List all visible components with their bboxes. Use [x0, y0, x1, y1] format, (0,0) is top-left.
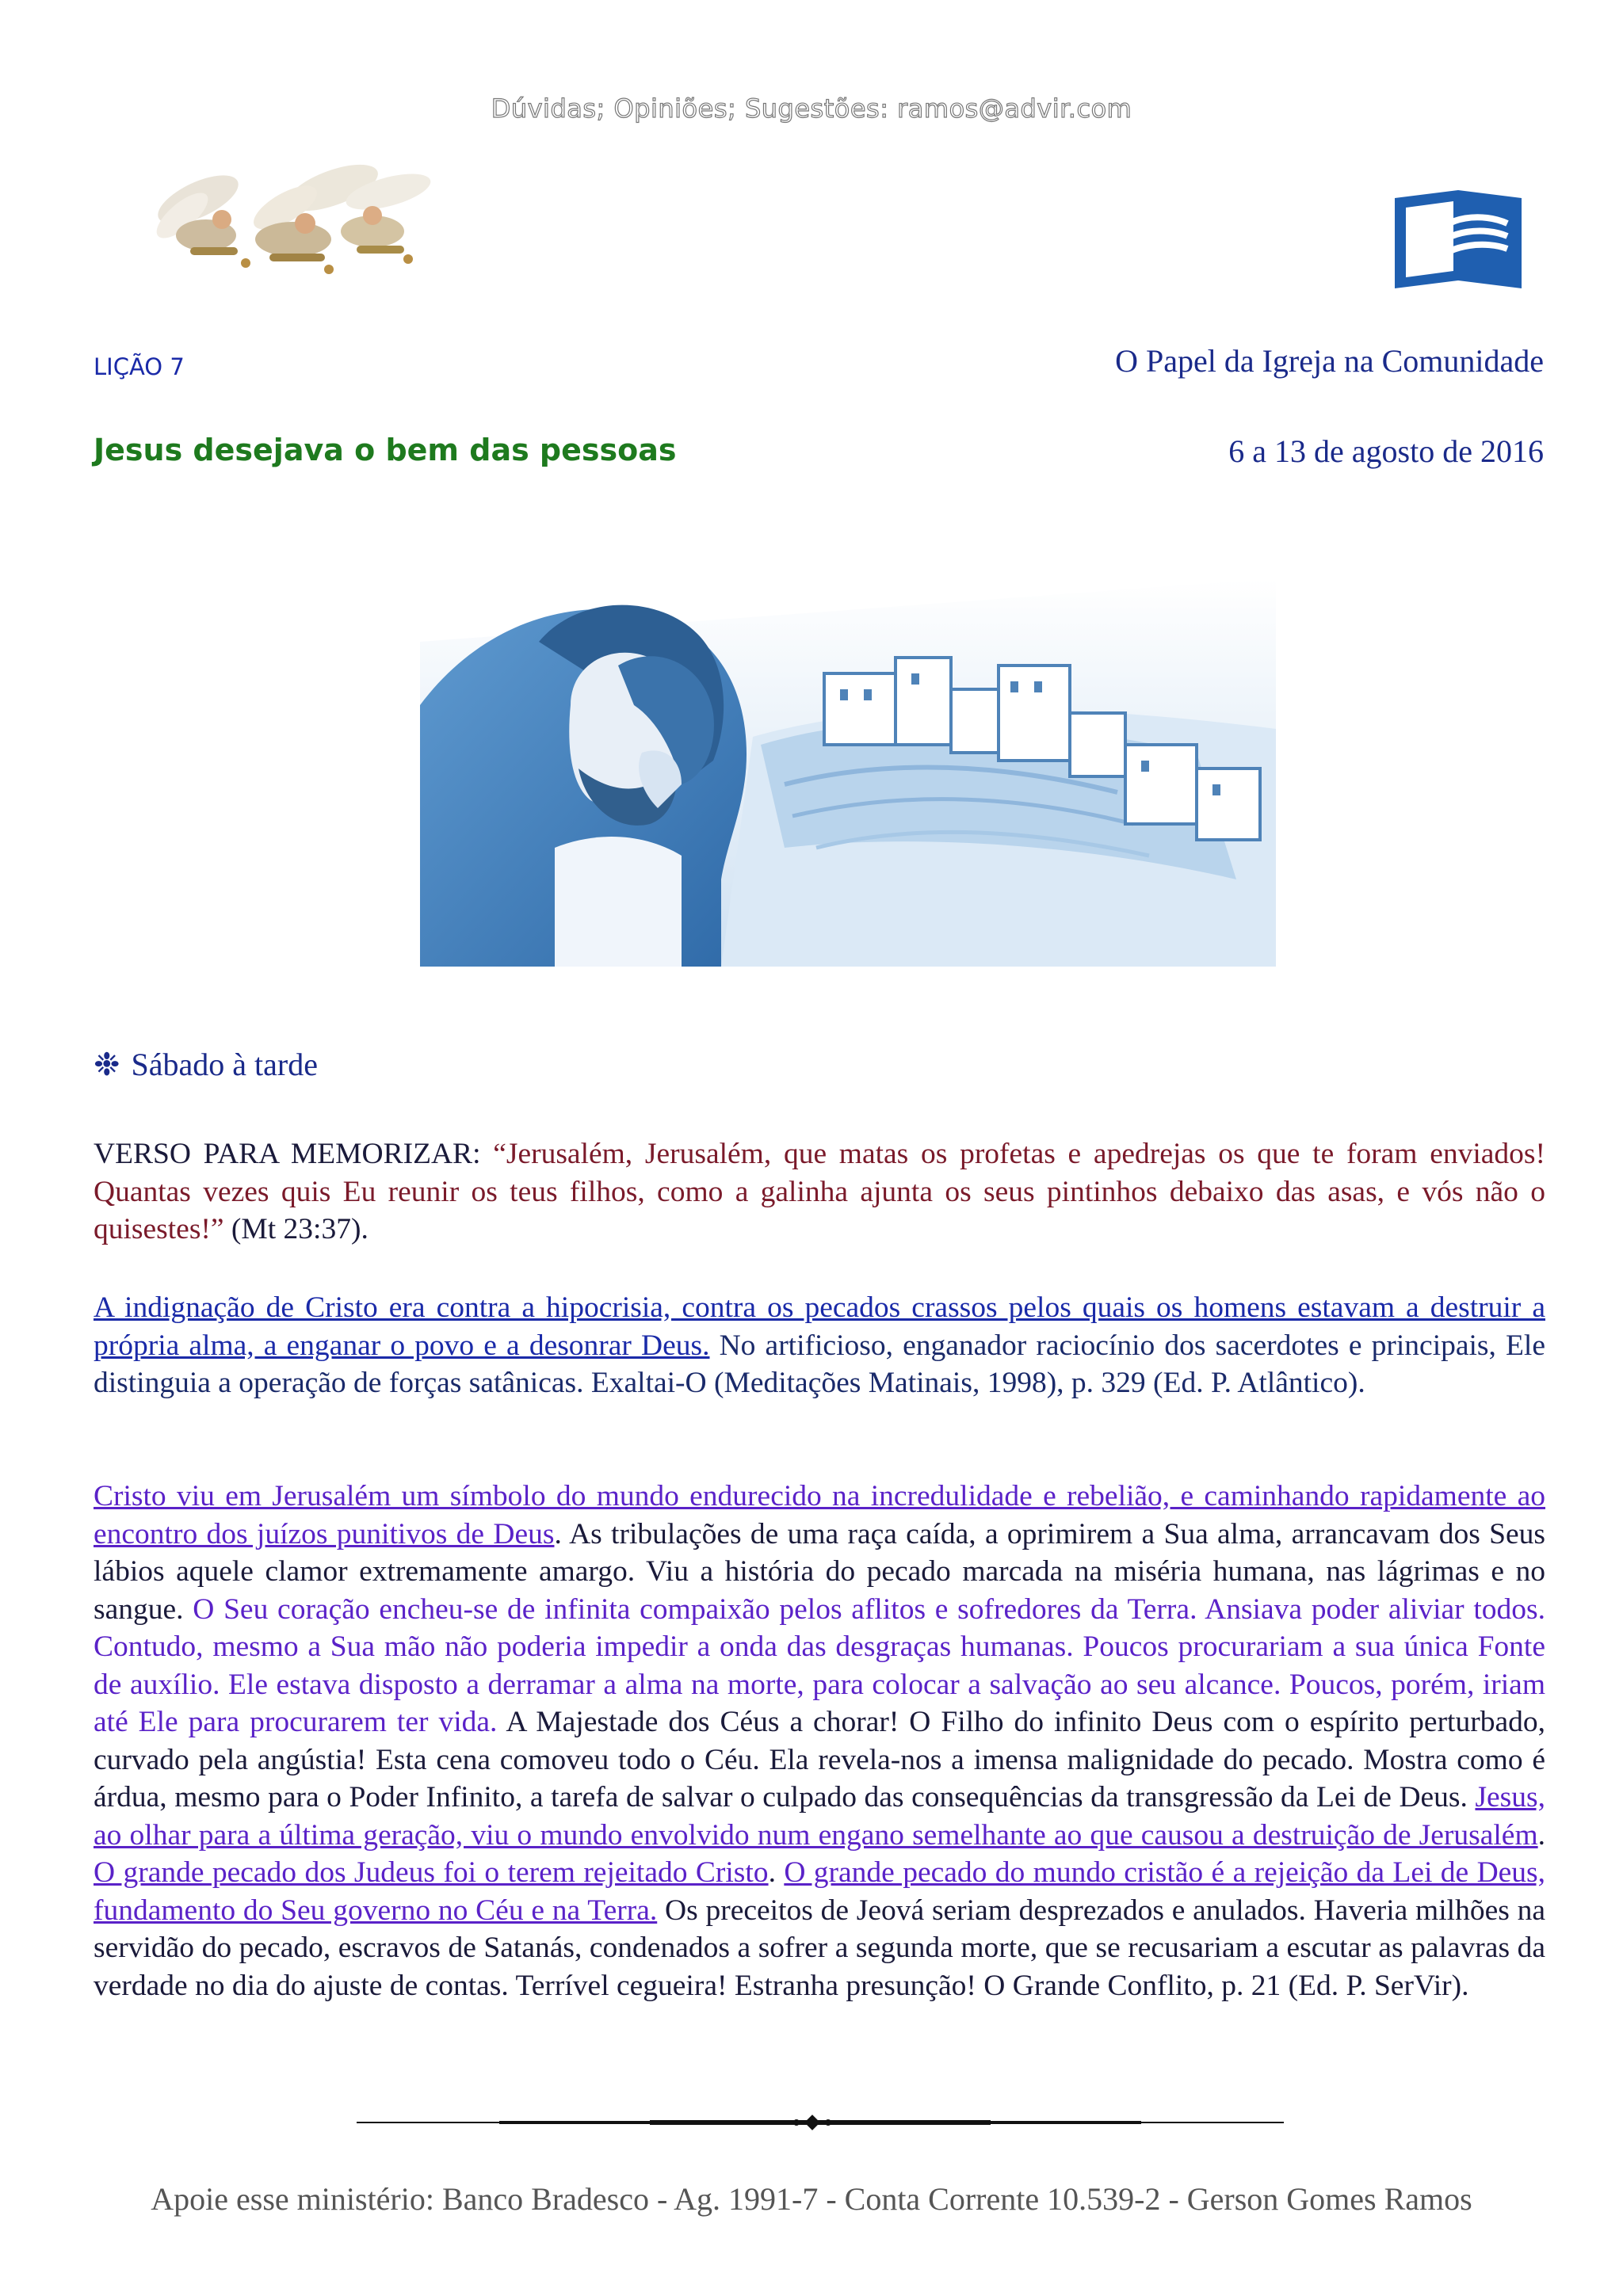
- paragraph2-text-1: . As tribulações de uma raça caída, a oprimirem a Sua alma, arrancavam dos Seus lábios aquele clamor extremamente amargo. Viu a história do pecado marcada na miséria humana, nas lágrimas e no sangue.: [94, 1517, 1545, 1626]
- memory-verse: [94, 1135, 1545, 1249]
- paragraph2-text-5: Os preceitos de Jeová seriam desprezados e anulados. Haveria milhões na servidão do pecado, escravos de Satanás, condenados a sofrer a segunda morte, que se recusariam a escutar as palavras da verdade no dia do ajuste de contas. Terrível cegueira! Estranha presunção! O Grande Conflito, p. 21 (Ed. P. SerVir).: [94, 1894, 1545, 2002]
- paragraph1-text: No artificioso, enganador raciocínio dos sacerdotes e principais, Ele distinguia a operação de forças satânicas. Exaltai-O (Meditações Matinais, 1998), p. 329 (Ed. P. Atlântico).: [94, 1329, 1545, 1399]
- paragraph2-link-2[interactable]: Jesus, ao olhar para a última geração, viu o mundo envolvido num engano semelhante ao que causou a destruição de Jerusalém: [94, 1781, 1545, 1852]
- verse-text: “Jerusalém, Jerusalém, que matas os profetas e apedrejas os que te foram enviados! Quantas vezes quis Eu reunir os teus filhos, como a galinha ajunta os seus pintinhos debaixo das asas, e vós não o quisestes!”: [94, 1138, 1545, 1245]
- footer-support-line: Apoie esse ministério: Banco Bradesco - Ag. 1991-7 - Conta Corrente 10.539-2 - Gerson Gomes Ramos: [151, 2181, 1472, 2217]
- contact-line: Dúvidas; Opiniões; Sugestões: ramos@advir.com: [491, 93, 1132, 124]
- lesson-title: O Papel da Igreja na Comunidade: [1115, 343, 1544, 379]
- paragraph2-highlight: O Seu coração encheu-se de infinita compaixão pelos aflitos e sofredores da Terra. Ansiava poder aliviar todos. Contudo, mesmo a Sua mão não poderia impedir a onda das desgraças humanas. Poucos procurariam a sua única Fonte de auxílio. Ele estava disposto a derramar a alma na morte, para colocar a salvação ao seu alcance. Poucos, porém, iriam até Ele para procurarem ter vida.: [94, 1592, 1545, 1738]
- paragraph2-text-2: A Majestade dos Céus a chorar! O Filho do infinito Deus com o espírito perturbado, curvado pela angústia! Esta cena comoveu todo o Céu. Ela revela-nos a imensa malignidade do pecado. Mostra como é árdua, mesmo para o Poder Infinito, a tarefa de salvar o culpado das consequências da transgressão da Lei de Deus.: [94, 1706, 1545, 1814]
- day-label: Sábado à tarde: [131, 1047, 318, 1082]
- paragraph2-text-3: .: [1537, 1818, 1545, 1852]
- angels-illustration: [135, 144, 452, 287]
- paragraph-indignation: [94, 1289, 1545, 1402]
- lesson-label: LIÇÃO 7: [94, 353, 185, 380]
- ornamental-divider: [357, 2111, 1284, 2134]
- verse-lead: VERSO PARA MEMORIZAR:: [94, 1138, 494, 1170]
- paragraph2-link-3[interactable]: O grande pecado dos Judeus foi o terem rejeitado Cristo: [94, 1856, 769, 1889]
- paragraph2-text-4: .: [768, 1856, 785, 1889]
- open-bible-logo: [1388, 184, 1528, 295]
- paragraph2-link-1[interactable]: Cristo viu em Jerusalém um símbolo do mundo endurecido na incredulidade e rebelião, e caminhando rapidamente ao encontro dos juízos punitivos de Deus: [94, 1480, 1545, 1550]
- snowflake-icon: ❉: [94, 1047, 120, 1082]
- paragraph1-link[interactable]: A indignação de Cristo era contra a hipocrisia, contra os pecados crassos pelos quais os homens estavam a destruir a própria alma, a enganar o povo e a desonrar Deus.: [94, 1291, 1545, 1362]
- verse-reference: (Mt 23:37).: [223, 1213, 369, 1245]
- day-heading: [94, 1046, 318, 1083]
- jesus-weeping-over-jerusalem-illustration: [420, 547, 1276, 967]
- lesson-subtitle: Jesus desejava o bem das pessoas: [94, 433, 677, 467]
- paragraph2-link-4[interactable]: O grande pecado do mundo cristão é a rejeição da Lei de Deus, fundamento do Seu governo no Céu e na Terra.: [94, 1856, 1546, 1927]
- lesson-date: 6 a 13 de agosto de 2016: [1228, 433, 1544, 469]
- paragraph-jerusalem: [94, 1478, 1545, 2004]
